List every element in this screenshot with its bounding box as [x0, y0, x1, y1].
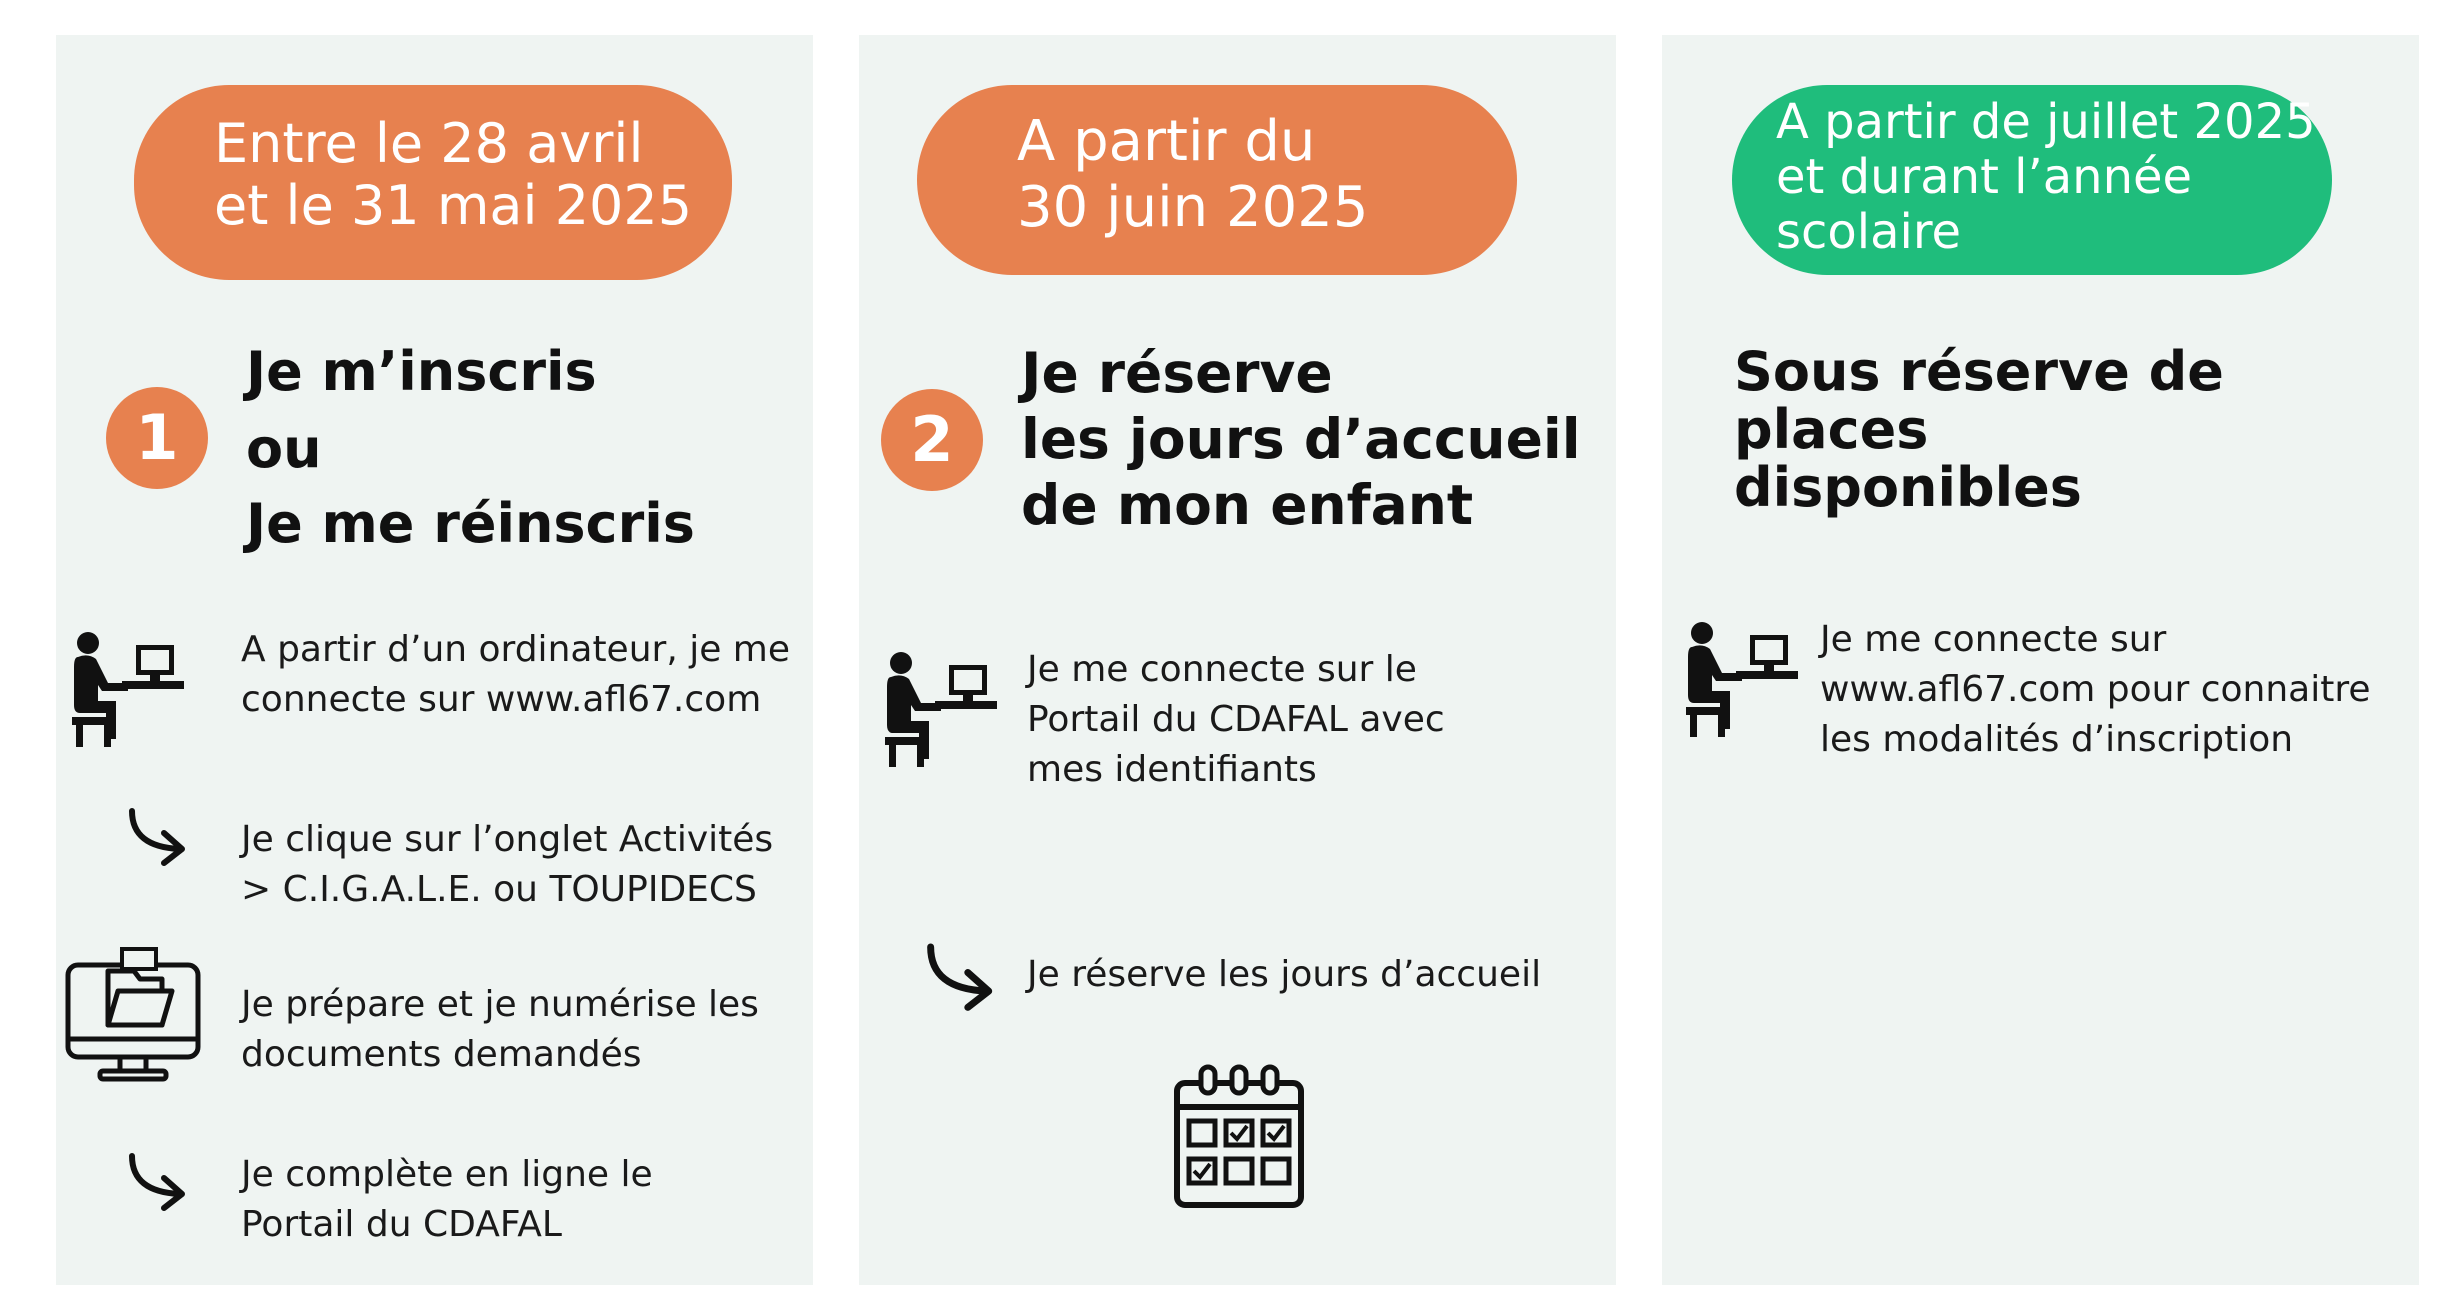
column-heading: Sous réserve de places disponibles	[1734, 340, 2224, 519]
step-text: Je complète en ligne le Portail du CDAFAL	[241, 1154, 653, 1245]
curved-arrow-icon	[124, 805, 194, 867]
monitor-documents-icon	[64, 945, 204, 1085]
curved-arrow-icon	[124, 1150, 194, 1212]
computer-user-icon	[879, 645, 1001, 770]
computer-user-icon	[66, 625, 188, 750]
curved-arrow-icon	[921, 940, 1003, 1012]
heading-line: Je me réinscris	[246, 492, 695, 555]
period-badge: A partir de juillet 2025 et durant l’année scolaire	[1732, 85, 2332, 275]
step-text: Je prépare et je numérise les documents demandés	[241, 984, 759, 1075]
calendar-icon	[1171, 1063, 1307, 1211]
step-text: Je réserve les jours d’accueil	[1027, 954, 1542, 995]
column-registration	[56, 35, 813, 1285]
period-badge: A partir du 30 juin 2025	[917, 85, 1517, 275]
heading-line: ou	[246, 417, 322, 480]
step-text: Je me connecte sur le Portail du CDAFAL avec mes identifiants	[1027, 649, 1445, 790]
column-heading: Je réserve les jours d’accueil de mon enfant	[1021, 341, 1581, 537]
column-reservation	[859, 35, 1616, 1285]
step-text: A partir d’un ordinateur, je me connecte sur www.afl67.com	[241, 629, 791, 720]
step-text: Je me connecte sur www.afl67.com pour connaitre les modalités d’inscription	[1820, 619, 2371, 760]
computer-user-icon	[1680, 615, 1802, 740]
period-badge: Entre le 28 avril et le 31 mai 2025	[134, 85, 732, 280]
step-number-badge: 2	[881, 389, 983, 491]
step-number-badge: 1	[106, 387, 208, 489]
heading-line: Je m’inscris	[246, 340, 597, 403]
step-text: Je clique sur l’onglet Activités > C.I.G.A.L.E. ou TOUPIDECS	[241, 819, 774, 910]
column-availability	[1662, 35, 2419, 1285]
